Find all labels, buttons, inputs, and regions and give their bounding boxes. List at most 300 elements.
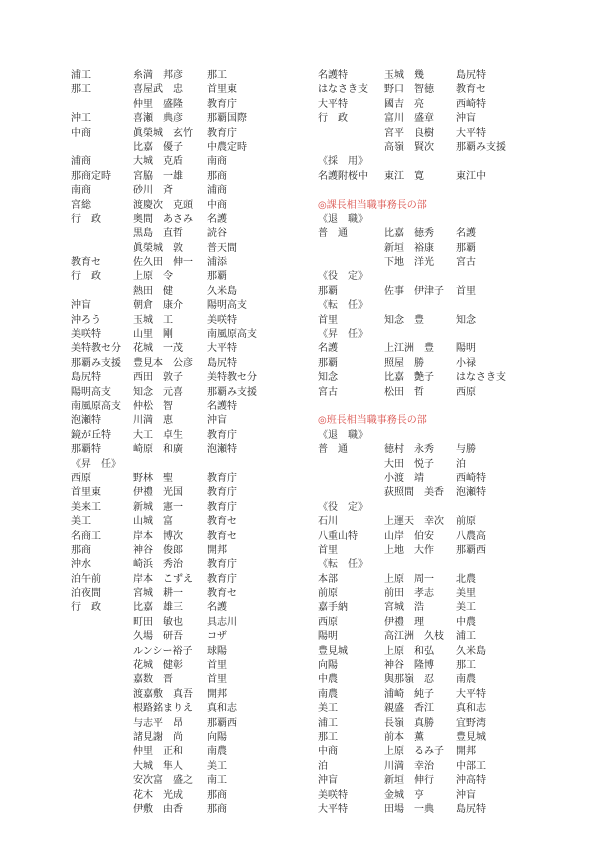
school-to-cell: 大平特 xyxy=(456,127,486,139)
school-from-cell: 八重山特 xyxy=(318,530,358,542)
personnel-row xyxy=(71,299,331,313)
personnel-row xyxy=(318,112,578,126)
personnel-row xyxy=(318,645,578,659)
school-from-cell: 美工 xyxy=(71,516,91,528)
person-name-cell: 豊見本 公彦 xyxy=(133,357,193,369)
person-name-cell: 比嘉 艶子 xyxy=(384,372,434,384)
school-from-cell: 西原 xyxy=(71,472,91,484)
personnel-row xyxy=(71,443,331,457)
personnel-row xyxy=(318,717,578,731)
personnel-row xyxy=(71,573,331,587)
category-label-text: 《役 定》 xyxy=(318,501,368,513)
person-name-cell: 浦崎 純子 xyxy=(384,688,434,700)
school-to-cell: 教育庁 xyxy=(207,573,237,585)
person-name-cell: 下地 洋光 xyxy=(384,257,434,269)
category-label-text: 《昇 任》 xyxy=(318,329,368,341)
person-name-cell: 上原 周一 xyxy=(384,573,434,585)
personnel-row xyxy=(71,645,331,659)
category-label-text: 《採 用》 xyxy=(318,156,368,168)
school-to-cell: 教育セ xyxy=(207,530,237,542)
person-name-cell: ルンシー裕子 xyxy=(133,645,193,657)
school-from-cell: 中商 xyxy=(318,746,338,758)
school-to-cell: 那工 xyxy=(456,660,476,672)
personnel-row xyxy=(71,400,331,414)
school-to-cell: 宜野湾 xyxy=(456,717,486,729)
school-from-cell: 宮古 xyxy=(318,386,338,398)
person-name-cell: 宮城 浩 xyxy=(384,602,424,614)
person-name-cell: 岸本 博次 xyxy=(133,530,183,542)
left-column xyxy=(71,69,331,817)
person-name-cell: 比嘉 優子 xyxy=(133,141,183,153)
category-label-text: 《転 任》 xyxy=(318,300,368,312)
school-to-cell: 西崎特 xyxy=(456,98,486,110)
school-from-cell: 鏡が丘特 xyxy=(71,429,111,441)
school-to-cell: 南商 xyxy=(207,156,227,168)
personnel-row xyxy=(318,760,578,774)
personnel-row xyxy=(71,659,331,673)
personnel-row xyxy=(71,170,331,184)
school-to-cell: 西崎特 xyxy=(456,472,486,484)
person-name-cell: 佐久田 伸一 xyxy=(133,257,193,269)
person-name-cell: 國吉 亮 xyxy=(384,98,424,110)
school-to-cell: コザ xyxy=(207,631,227,643)
category-label-text: 《役 定》 xyxy=(318,271,368,283)
school-from-cell: 沖ろう xyxy=(71,314,101,326)
category-label xyxy=(318,270,578,284)
school-to-cell: 久米島 xyxy=(456,645,486,657)
school-from-cell: 泡瀬特 xyxy=(71,415,101,427)
person-name-cell: 大城 隼人 xyxy=(133,760,183,772)
school-from-cell: 美工 xyxy=(318,703,338,715)
person-name-cell: 伊禮 光国 xyxy=(133,487,183,499)
personnel-row xyxy=(318,256,578,270)
school-to-cell: 名護特 xyxy=(207,400,237,412)
personnel-row xyxy=(71,342,331,356)
personnel-row xyxy=(318,371,578,385)
school-from-cell: 首里東 xyxy=(71,487,101,499)
school-from-cell: 美咲特 xyxy=(318,789,348,801)
school-to-cell: 久米島 xyxy=(207,285,237,297)
school-from-cell: 行 政 xyxy=(71,271,101,283)
person-name-cell: 仲里 盛隆 xyxy=(133,98,183,110)
school-from-cell: 名護特 xyxy=(318,70,348,81)
school-to-cell: 浦添 xyxy=(207,257,227,269)
school-to-cell: 真和志 xyxy=(456,703,486,715)
school-to-cell: 開邦 xyxy=(207,688,227,700)
school-to-cell: 球陽 xyxy=(207,645,227,657)
school-to-cell: 那覇 xyxy=(456,242,476,254)
school-from-cell: 首里 xyxy=(318,314,338,326)
personnel-row xyxy=(71,386,331,400)
school-from-cell: 普 通 xyxy=(318,228,348,240)
school-from-cell: 大平特 xyxy=(318,803,348,815)
school-to-cell: 泡瀬特 xyxy=(207,444,237,456)
school-to-cell: 島尻特 xyxy=(456,70,486,81)
person-name-cell: 親盛 香江 xyxy=(384,703,434,715)
person-name-cell: 上原 令 xyxy=(133,271,173,283)
category-label xyxy=(318,328,578,342)
school-to-cell: 沖盲 xyxy=(207,415,227,427)
personnel-row xyxy=(71,242,331,256)
personnel-row xyxy=(71,501,331,515)
school-to-cell: 那商 xyxy=(207,170,227,182)
personnel-row xyxy=(318,227,578,241)
school-from-cell: 泊 xyxy=(318,760,328,772)
school-to-cell: 島尻特 xyxy=(456,803,486,815)
person-name-cell: 知念 元喜 xyxy=(133,386,183,398)
personnel-row xyxy=(71,357,331,371)
person-name-cell: 町田 敏也 xyxy=(133,616,183,628)
person-name-cell: 糸満 邦彦 xyxy=(133,70,183,81)
person-name-cell: 高江洲 久枝 xyxy=(384,631,444,643)
personnel-row xyxy=(318,472,578,486)
personnel-row xyxy=(71,184,331,198)
personnel-row xyxy=(71,127,331,141)
person-name-cell: 小渡 靖 xyxy=(384,472,424,484)
personnel-row xyxy=(318,357,578,371)
school-from-cell: 名護 xyxy=(318,343,338,355)
section-heading-text: ◎班長相当職事務長の部 xyxy=(318,415,427,427)
school-from-cell: 向陽 xyxy=(318,660,338,672)
personnel-row xyxy=(71,141,331,155)
person-name-cell: 花木 光成 xyxy=(133,789,183,801)
personnel-row xyxy=(71,155,331,169)
category-label xyxy=(318,501,578,515)
personnel-row xyxy=(318,587,578,601)
school-from-cell: 西原 xyxy=(318,616,338,628)
personnel-row xyxy=(71,803,331,817)
school-to-cell: 教育セ xyxy=(456,84,486,96)
person-name-cell: 仲松 智 xyxy=(133,400,173,412)
school-to-cell: 教育庁 xyxy=(207,487,237,499)
blank-row xyxy=(318,400,578,414)
school-to-cell: 名護 xyxy=(207,602,227,614)
person-name-cell: 前本 薫 xyxy=(384,731,424,743)
school-from-cell: 名護附桜中 xyxy=(318,170,368,182)
personnel-row xyxy=(318,530,578,544)
person-name-cell: 田場 一典 xyxy=(384,803,434,815)
category-label-text: 《退 職》 xyxy=(318,429,368,441)
person-name-cell: 高嶺 賢次 xyxy=(384,141,434,153)
school-from-cell: 泊午前 xyxy=(71,573,101,585)
personnel-row xyxy=(71,616,331,630)
school-to-cell: 前原 xyxy=(456,516,476,528)
school-to-cell: 中農定時 xyxy=(207,141,247,153)
person-name-cell: 川満 恵 xyxy=(133,415,173,427)
personnel-row xyxy=(318,616,578,630)
person-name-cell: 花城 一茂 xyxy=(133,343,183,355)
personnel-row xyxy=(318,789,578,803)
school-to-cell: 那商 xyxy=(207,789,227,801)
school-from-cell: 石川 xyxy=(318,516,338,528)
person-name-cell: 松田 哲 xyxy=(384,386,424,398)
school-to-cell: 南工 xyxy=(207,775,227,787)
personnel-row xyxy=(71,789,331,803)
person-name-cell: 伊禮 理 xyxy=(384,616,424,628)
school-to-cell: 那覇西 xyxy=(456,544,486,556)
school-to-cell: 那商 xyxy=(207,803,227,815)
person-name-cell: 岸本 こずえ xyxy=(133,573,193,585)
person-name-cell: 大城 克盾 xyxy=(133,156,183,168)
personnel-row xyxy=(71,530,331,544)
school-from-cell: 中農 xyxy=(318,674,338,686)
person-name-cell: 上江洲 豊 xyxy=(384,343,434,355)
personnel-row xyxy=(71,731,331,745)
school-to-cell: 首里 xyxy=(207,660,227,672)
personnel-row xyxy=(71,745,331,759)
person-name-cell: 富川 盛章 xyxy=(384,113,434,125)
person-name-cell: 知念 豊 xyxy=(384,314,424,326)
school-from-cell: 泊夜間 xyxy=(71,588,101,600)
person-name-cell: 神谷 隆博 xyxy=(384,660,434,672)
personnel-row xyxy=(71,702,331,716)
school-from-cell: 那覇 xyxy=(318,285,338,297)
category-label-text: 《退 職》 xyxy=(318,213,368,225)
school-to-cell: 教育庁 xyxy=(207,127,237,139)
school-to-cell: 与勝 xyxy=(456,444,476,456)
school-from-cell: 嘉手納 xyxy=(318,602,348,614)
personnel-row xyxy=(318,673,578,687)
person-name-cell: 佐事 伊津子 xyxy=(384,285,444,297)
category-label-text: 《転 任》 xyxy=(318,559,368,571)
person-name-cell: 喜屋武 忠 xyxy=(133,84,183,96)
school-to-cell: 首里東 xyxy=(207,84,237,96)
person-name-cell: 大工 卓生 xyxy=(133,429,183,441)
school-from-cell: 前原 xyxy=(318,588,338,600)
person-name-cell: 眞榮城 玄竹 xyxy=(133,127,193,139)
person-name-cell: 黒島 直哲 xyxy=(133,228,183,240)
school-to-cell: 教育庁 xyxy=(207,429,237,441)
personnel-row xyxy=(318,69,578,83)
school-from-cell: 大平特 xyxy=(318,98,348,110)
personnel-row xyxy=(71,199,331,213)
person-name-cell: 比嘉 雄三 xyxy=(133,602,183,614)
school-to-cell: 豊見城 xyxy=(456,731,486,743)
person-name-cell: 新垣 裕康 xyxy=(384,242,434,254)
school-to-cell: 知念 xyxy=(456,314,476,326)
person-name-cell: 久場 研吾 xyxy=(133,631,183,643)
school-to-cell: 那覇西 xyxy=(207,717,237,729)
school-from-cell: はなさき支 xyxy=(318,84,368,96)
school-to-cell: 教育庁 xyxy=(207,472,237,484)
person-name-cell: 喜瀬 典彦 xyxy=(133,113,183,125)
personnel-row xyxy=(71,98,331,112)
school-from-cell: 名商工 xyxy=(71,530,101,542)
school-to-cell: 具志川 xyxy=(207,616,237,628)
personnel-row xyxy=(71,270,331,284)
personnel-row xyxy=(318,486,578,500)
school-from-cell: 教育セ xyxy=(71,257,101,269)
person-name-cell: 上運天 幸次 xyxy=(384,516,444,528)
school-to-cell: 沖高特 xyxy=(456,775,486,787)
personnel-row xyxy=(318,731,578,745)
school-from-cell: 南農 xyxy=(318,688,338,700)
school-from-cell: 美来工 xyxy=(71,501,101,513)
personnel-row xyxy=(71,227,331,241)
person-name-cell: 上原 和弘 xyxy=(384,645,434,657)
school-to-cell: 教育セ xyxy=(207,588,237,600)
school-from-cell: 浦工 xyxy=(318,717,338,729)
person-name-cell: 東江 寛 xyxy=(384,170,424,182)
school-to-cell: 那工 xyxy=(207,70,227,81)
person-name-cell: 玉城 幾 xyxy=(384,70,424,81)
school-from-cell: 行 政 xyxy=(71,602,101,614)
school-to-cell: 教育庁 xyxy=(207,98,237,110)
school-to-cell: 那覇 xyxy=(207,271,227,283)
school-to-cell: 泡瀬特 xyxy=(456,487,486,499)
school-to-cell: 教育セ xyxy=(207,516,237,528)
personnel-row xyxy=(71,112,331,126)
right-column xyxy=(318,69,578,817)
person-name-cell: 嘉数 晋 xyxy=(133,674,173,686)
category-label xyxy=(318,213,578,227)
category-label-text: 《昇 任》 xyxy=(71,458,121,470)
person-name-cell: 諸見謝 尚 xyxy=(133,731,183,743)
school-to-cell: 陽明高支 xyxy=(207,300,247,312)
school-from-cell: 那工 xyxy=(71,84,91,96)
personnel-row xyxy=(71,69,331,83)
person-name-cell: 朝倉 康介 xyxy=(133,300,183,312)
person-name-cell: 奥間 あさみ xyxy=(133,213,193,225)
school-to-cell: 開邦 xyxy=(207,544,227,556)
school-to-cell: 読谷 xyxy=(207,228,227,240)
person-name-cell: 新城 憲一 xyxy=(133,501,183,513)
school-to-cell: 首里 xyxy=(207,674,227,686)
category-label xyxy=(318,429,578,443)
personnel-row xyxy=(71,285,331,299)
personnel-row xyxy=(318,515,578,529)
school-from-cell: 浦工 xyxy=(71,70,91,81)
person-name-cell: 玉城 工 xyxy=(133,314,173,326)
personnel-row xyxy=(318,170,578,184)
school-from-cell: 陽明高支 xyxy=(71,386,111,398)
personnel-row xyxy=(318,702,578,716)
person-name-cell: 宮脇 一雄 xyxy=(133,170,183,182)
personnel-row xyxy=(71,328,331,342)
school-to-cell: 普天間 xyxy=(207,242,237,254)
school-to-cell: 那覇み支援 xyxy=(456,141,506,153)
school-to-cell: 真和志 xyxy=(207,703,237,715)
person-name-cell: 仲里 正和 xyxy=(133,746,183,758)
school-from-cell: 沖盲 xyxy=(318,775,338,787)
school-from-cell: 沖水 xyxy=(71,559,91,571)
person-name-cell: 徳村 永秀 xyxy=(384,444,434,456)
school-to-cell: 浦工 xyxy=(456,631,476,643)
school-to-cell: 中商 xyxy=(207,199,227,211)
category-label xyxy=(71,458,331,472)
personnel-row xyxy=(71,774,331,788)
personnel-row xyxy=(318,544,578,558)
personnel-row xyxy=(71,371,331,385)
section-heading xyxy=(318,414,578,428)
person-name-cell: 大田 悦子 xyxy=(384,458,434,470)
personnel-row xyxy=(71,544,331,558)
school-to-cell: 沖盲 xyxy=(456,113,476,125)
person-name-cell: 山城 富 xyxy=(133,516,173,528)
personnel-row xyxy=(71,760,331,774)
personnel-row xyxy=(71,486,331,500)
person-name-cell: 宮城 耕一 xyxy=(133,588,183,600)
school-to-cell: 島尻特 xyxy=(207,357,237,369)
school-from-cell: 中商 xyxy=(71,127,91,139)
person-name-cell: 渡嘉敷 真吾 xyxy=(133,688,193,700)
school-from-cell: 本部 xyxy=(318,573,338,585)
school-to-cell: 大平特 xyxy=(207,343,237,355)
personnel-row xyxy=(71,673,331,687)
personnel-row xyxy=(318,127,578,141)
personnel-row xyxy=(71,601,331,615)
school-from-cell: 南風原高支 xyxy=(71,400,121,412)
personnel-row xyxy=(318,83,578,97)
school-to-cell: 美里 xyxy=(456,588,476,600)
personnel-row xyxy=(71,630,331,644)
personnel-row xyxy=(71,515,331,529)
school-to-cell: 教育庁 xyxy=(207,559,237,571)
person-name-cell: 花城 健彰 xyxy=(133,660,183,672)
personnel-row xyxy=(71,83,331,97)
school-to-cell: 開邦 xyxy=(456,746,476,758)
school-from-cell: 浦商 xyxy=(71,156,91,168)
person-name-cell: 崎原 和廣 xyxy=(133,444,183,456)
personnel-row xyxy=(318,386,578,400)
school-from-cell: 行 政 xyxy=(318,113,348,125)
personnel-row xyxy=(318,443,578,457)
school-to-cell: 沖盲 xyxy=(456,789,476,801)
personnel-row xyxy=(318,98,578,112)
category-label xyxy=(318,558,578,572)
school-to-cell: 宮古 xyxy=(456,257,476,269)
school-from-cell: 沖工 xyxy=(71,113,91,125)
person-name-cell: 長嶺 真勝 xyxy=(384,717,434,729)
personnel-row xyxy=(71,587,331,601)
person-name-cell: 與那嶺 忍 xyxy=(384,674,434,686)
personnel-row xyxy=(71,429,331,443)
person-name-cell: 西田 敦子 xyxy=(133,372,183,384)
person-name-cell: 上地 大作 xyxy=(384,544,434,556)
school-from-cell: 美咲特 xyxy=(71,329,101,341)
person-name-cell: 荻照間 美香 xyxy=(384,487,444,499)
person-name-cell: 照屋 勝 xyxy=(384,357,424,369)
personnel-row xyxy=(318,573,578,587)
school-from-cell: 行 政 xyxy=(71,213,101,225)
school-from-cell: 知念 xyxy=(318,372,338,384)
person-name-cell: 新垣 伸行 xyxy=(384,775,434,787)
school-from-cell: 沖盲 xyxy=(71,300,91,312)
personnel-row xyxy=(318,141,578,155)
school-to-cell: 那覇み支援 xyxy=(207,386,257,398)
school-to-cell: はなさき支 xyxy=(456,372,506,384)
school-to-cell: 西原 xyxy=(456,386,476,398)
section-heading-text: ◎課長相当職事務長の部 xyxy=(318,199,427,211)
school-to-cell: 南農 xyxy=(456,674,476,686)
school-to-cell: 陽明 xyxy=(456,343,476,355)
school-from-cell: 那商 xyxy=(71,544,91,556)
personnel-row xyxy=(318,659,578,673)
school-to-cell: 首里 xyxy=(456,285,476,297)
school-to-cell: 向陽 xyxy=(207,731,227,743)
person-name-cell: 安次富 盛之 xyxy=(133,775,193,787)
person-name-cell: 金城 亨 xyxy=(384,789,424,801)
personnel-row xyxy=(71,717,331,731)
person-name-cell: 崎浜 秀治 xyxy=(133,559,183,571)
school-to-cell: 中部工 xyxy=(456,760,486,772)
school-from-cell: 美特教セ分 xyxy=(71,343,121,355)
school-to-cell: 浦商 xyxy=(207,185,227,197)
personnel-row xyxy=(318,774,578,788)
personnel-row xyxy=(71,256,331,270)
school-from-cell: 那商定時 xyxy=(71,170,111,182)
personnel-row xyxy=(318,803,578,817)
